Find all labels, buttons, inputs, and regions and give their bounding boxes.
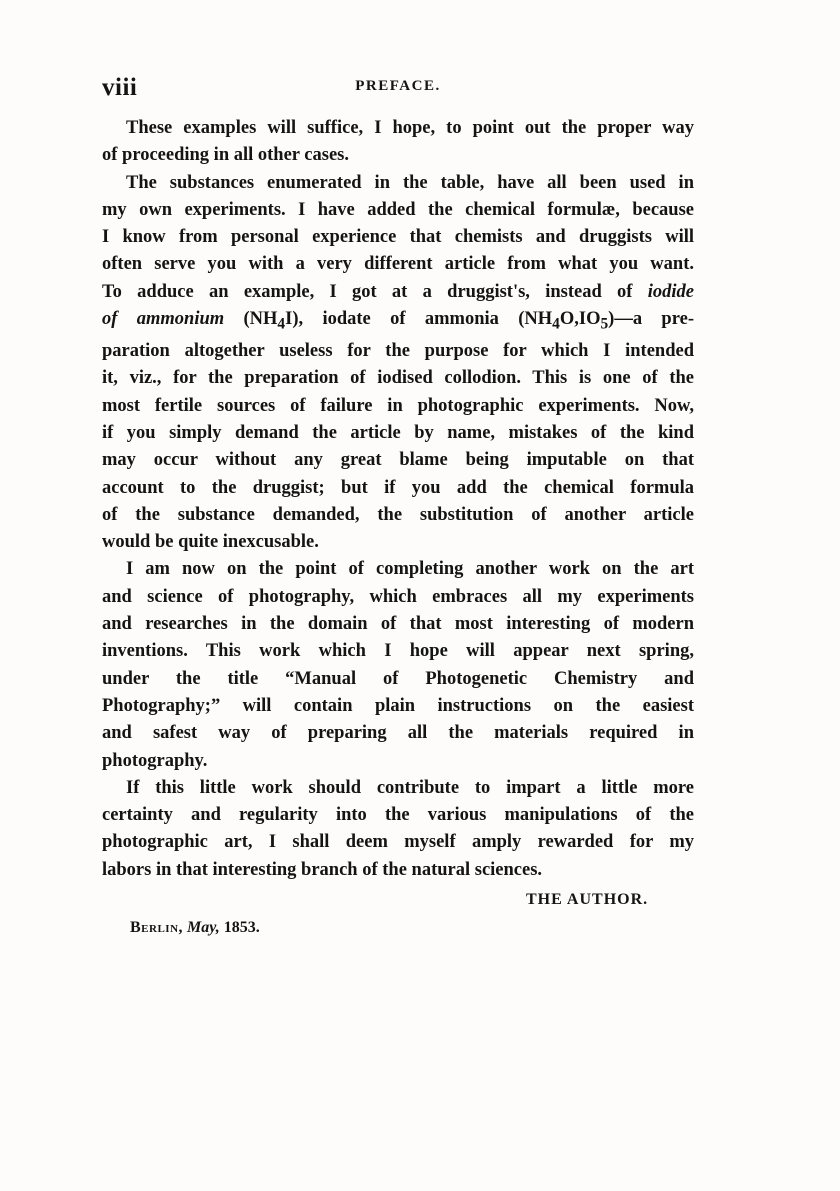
text-line: To adduce an example, I got at a druggist's, instead of iodide xyxy=(102,281,694,302)
text-line: photography. xyxy=(102,750,208,771)
text-line: it, viz., for the preparation of iodised collodion. This is one of the xyxy=(102,368,694,389)
paragraph xyxy=(102,556,694,774)
text-line: paration altogether useless for the purpose for which I intended xyxy=(102,341,694,362)
dateline xyxy=(130,919,260,937)
text-line: If this little work should contribute to impart a little more xyxy=(126,777,694,798)
paragraph xyxy=(102,170,694,557)
text-line: of ammonium $(NH_4I)$, iodate of ammonia $(NH_4O,IO_5)—a$ pre- xyxy=(102,309,694,333)
preface-body xyxy=(102,115,694,884)
text-line: most fertile sources of failure in photographic experiments. Now, xyxy=(102,395,694,416)
page-number: viii xyxy=(102,74,138,101)
running-title: PREFACE. xyxy=(355,78,441,94)
text-line: often serve you with a very different article from what you want. xyxy=(102,254,694,275)
text-line: inventions. This work which I hope will appear next spring, xyxy=(102,641,694,662)
dateline-year: 1853. xyxy=(223,919,260,936)
text-line: Photography;” will contain plain instructions on the easiest xyxy=(102,695,694,716)
dateline-month: May, xyxy=(187,919,220,936)
text-line: I am now on the point of completing another work on the art xyxy=(126,559,694,580)
paragraph xyxy=(102,115,694,170)
text-line: would be quite inexcusable. xyxy=(102,532,319,553)
text-line: under the title “Manual of Photogenetic Chemistry and xyxy=(102,668,694,689)
text-line: of proceeding in all other cases. xyxy=(102,145,349,166)
text-line: and researches in the domain of that most interesting of modern xyxy=(102,614,694,635)
text-line: and science of photography, which embraces all my experiments xyxy=(102,586,694,607)
text-line: labors in that interesting branch of the natural sciences. xyxy=(102,859,543,880)
text-line: These examples will suffice, I hope, to point out the proper way xyxy=(126,118,694,138)
text-line: my own experiments. I have added the chemical formulæ, because xyxy=(102,199,694,220)
text-line: certainty and regularity into the various manipulations of the xyxy=(102,805,694,826)
text-line: The substances enumerated in the table, have all been used in xyxy=(126,172,694,193)
text-line: may occur without any great blame being imputable on that xyxy=(102,450,694,471)
dateline-place: Berlin, xyxy=(130,919,184,936)
text-line: photographic art, I shall deem myself amply rewarded for my xyxy=(102,832,694,853)
running-head xyxy=(102,74,694,102)
text-line: and safest way of preparing all the materials required in xyxy=(102,723,694,744)
text-line: account to the druggist; but if you add the chemical formula xyxy=(102,477,694,498)
text-line: if you simply demand the article by name, mistakes of the kind xyxy=(102,422,694,443)
author-signature: THE AUTHOR. xyxy=(526,891,649,908)
text-line: I know from personal experience that chemists and druggists will xyxy=(102,227,694,248)
text-line: of the substance demanded, the substitution of another article xyxy=(102,504,694,525)
paragraph xyxy=(102,775,694,884)
